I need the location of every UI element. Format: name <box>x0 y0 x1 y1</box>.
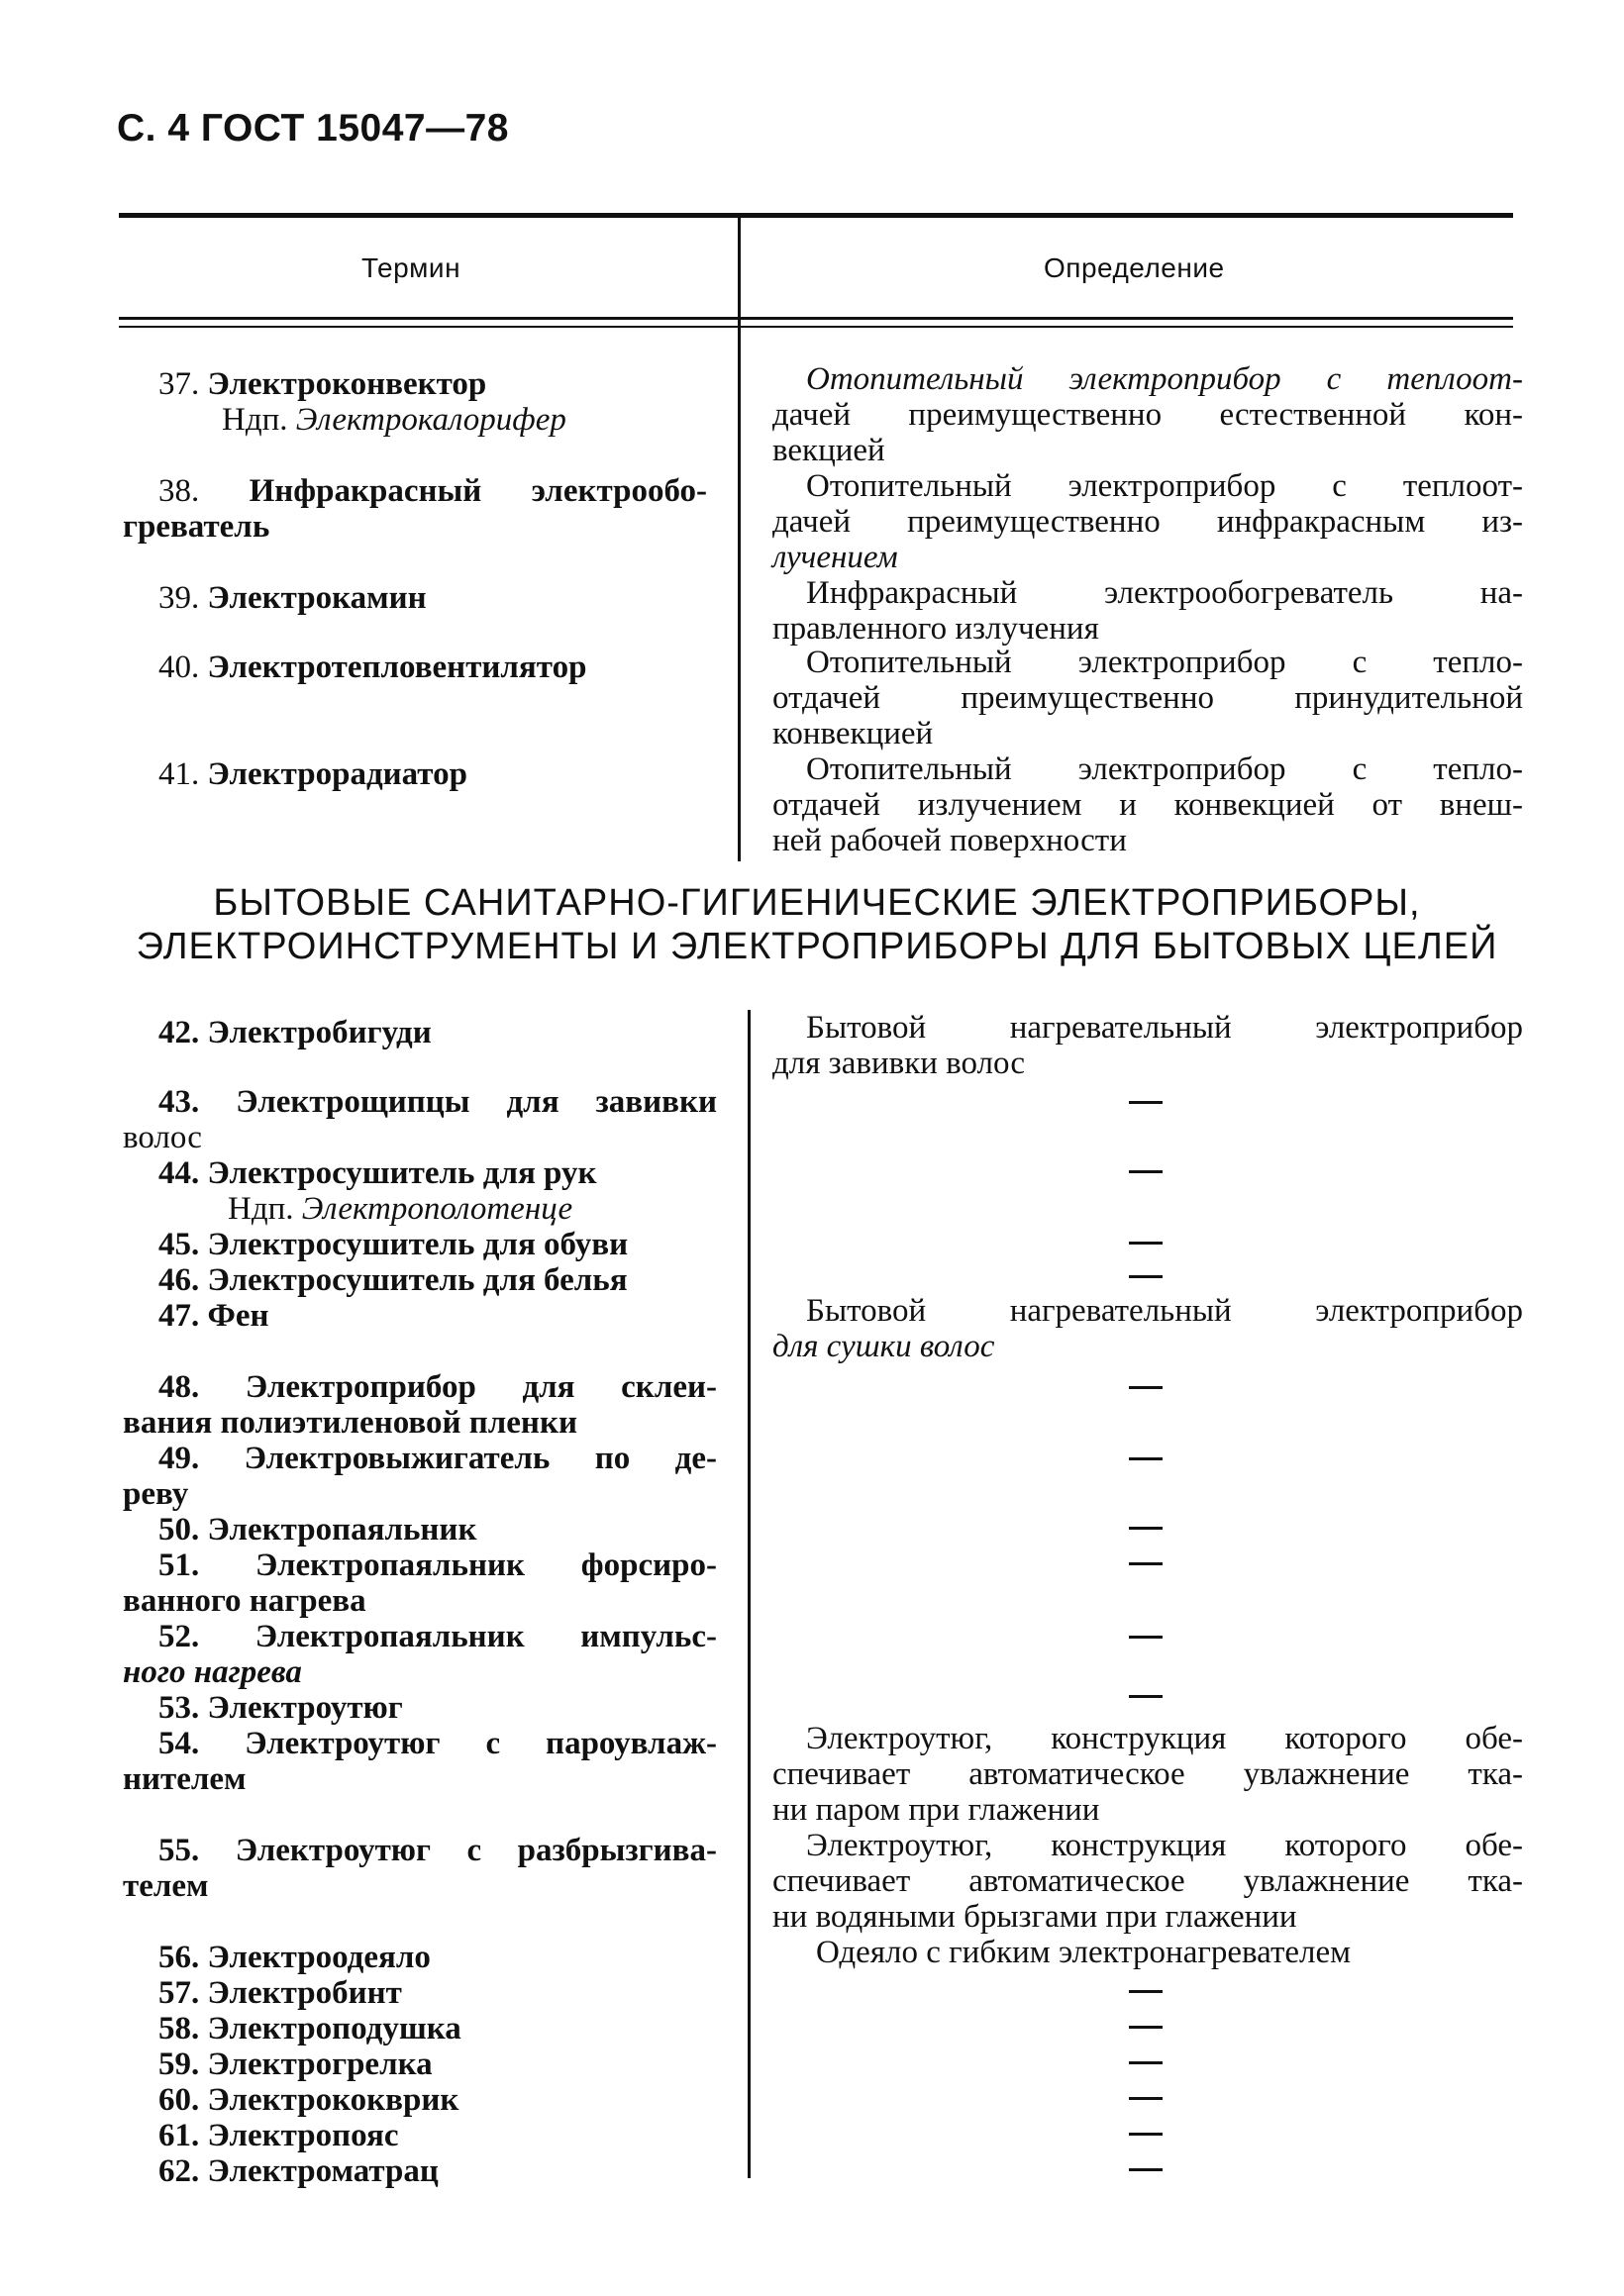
dash-43 <box>1129 1101 1163 1104</box>
dash-57 <box>1129 1990 1163 1993</box>
dash-51 <box>1129 1562 1163 1565</box>
dash-48 <box>1129 1386 1163 1389</box>
table-top-rule <box>119 213 1513 218</box>
dash-59 <box>1129 2061 1163 2064</box>
term-51: 51. Электропаяльник форсиро- ванного нагрева <box>123 1547 717 1619</box>
term-43: 43. Электрощипцы для завивки волос <box>123 1084 717 1155</box>
term-38: 38. Инфракрасный электрообо- греватель <box>123 473 707 545</box>
dash-50 <box>1129 1527 1163 1530</box>
dash-61 <box>1129 2133 1163 2136</box>
term-55: 55. Электроутюг с разбрызгива- телем <box>123 1833 717 1904</box>
term-53: 53. Электроутюг <box>158 1690 403 1726</box>
dash-53 <box>1129 1695 1163 1698</box>
definition-37: Отопительный электроприбор с теплоот- дачей преимущественно естественной кон- векцией <box>772 361 1523 468</box>
term-45: 45. Электросушитель для обуви <box>158 1227 629 1262</box>
term-52: 52. Электропаяльник импульс- ного нагрева <box>123 1619 717 1690</box>
term-62: 62. Электроматрац <box>158 2153 439 2189</box>
term-54: 54. Электроутюг с пароувлаж- нителем <box>123 1726 717 1797</box>
term-44: 44. Электросушитель для рук Ндп. Электрополотенце <box>158 1155 597 1227</box>
definition-55: Электроутюг, конструкция которого обе- спечивает автоматическое увлажнение тка- ни водяными брызгами при глажении <box>772 1828 1523 1935</box>
dash-44 <box>1129 1170 1163 1173</box>
term-40: 40. Электротепловентилятор <box>158 649 587 685</box>
term-42: 42. Электробигуди <box>158 1015 432 1050</box>
term-47: 47. Фен <box>158 1298 269 1334</box>
dash-62 <box>1129 2168 1163 2171</box>
definition-39: Инфракрасный электрообогреватель на- правленного излучения <box>772 575 1523 647</box>
term-46: 46. Электросушитель для белья <box>158 1262 628 1298</box>
term-59: 59. Электрогрелка <box>158 2046 433 2082</box>
column-header-definition: Определение <box>1044 252 1225 283</box>
definition-47: Бытовой нагревательный электроприбор для сушки волос <box>772 1293 1523 1364</box>
table-header-rule-2 <box>119 326 1513 328</box>
definition-40: Отопительный электроприбор с тепло- отдачей преимущественно принудительной конвекцией <box>772 645 1523 751</box>
dash-58 <box>1129 2026 1163 2029</box>
table-header-rule <box>119 317 1513 320</box>
term-56: 56. Электроодеяло <box>158 1940 431 1975</box>
dash-45 <box>1129 1242 1163 1245</box>
term-50: 50. Электропаяльник <box>158 1512 477 1547</box>
column-divider-2 <box>748 1010 751 2178</box>
term-60: 60. Электрококврик <box>158 2082 459 2118</box>
dash-46 <box>1129 1275 1163 1278</box>
definition-42: Бытовой нагревательный электроприбор для завивки волос <box>772 1010 1523 1081</box>
dash-49 <box>1129 1457 1163 1460</box>
definition-56: Одеяло с гибким электронагревателем <box>816 1935 1352 1970</box>
column-header-term: Термин <box>361 252 461 283</box>
section-title: БЫТОВЫЕ САНИТАРНО-ГИГИЕНИЧЕСКИЕ ЭЛЕКТРОПРИБОРЫ, ЭЛЕКТРОИНСТРУМЕНТЫ И ЭЛЕКТРОПРИБОРЫ ДЛЯ БЫТОВЫХ ЦЕЛЕЙ <box>136 882 1498 967</box>
dash-60 <box>1129 2097 1163 2100</box>
term-58: 58. Электроподушка <box>158 2011 461 2046</box>
column-divider <box>738 218 741 861</box>
term-37: 37. Электроконвектор Ндп. Электрокалорифер <box>158 366 566 438</box>
term-57: 57. Электробинт <box>158 1975 402 2011</box>
definition-54: Электроутюг, конструкция которого обе- спечивает автоматическое увлажнение тка- ни паром при глажении <box>772 1721 1523 1828</box>
term-48: 48. Электроприбор для склеи- вания полиэтиленовой пленки <box>123 1369 717 1441</box>
term-41: 41. Электрорадиатор <box>158 756 467 792</box>
page-header: С. 4 ГОСТ 15047—78 <box>117 107 509 150</box>
definition-41: Отопительный электроприбор с тепло- отдачей излучением и конвекцией от внеш- ней рабочей поверхности <box>772 751 1523 858</box>
dash-52 <box>1129 1636 1163 1639</box>
term-49: 49. Электровыжигатель по де- реву <box>123 1441 717 1512</box>
term-61: 61. Электропояс <box>158 2118 399 2153</box>
term-39: 39. Электрокамин <box>158 580 427 616</box>
definition-38: Отопительный электроприбор с теплоот- дачей преимущественно инфракрасным из- лучением <box>772 468 1523 575</box>
